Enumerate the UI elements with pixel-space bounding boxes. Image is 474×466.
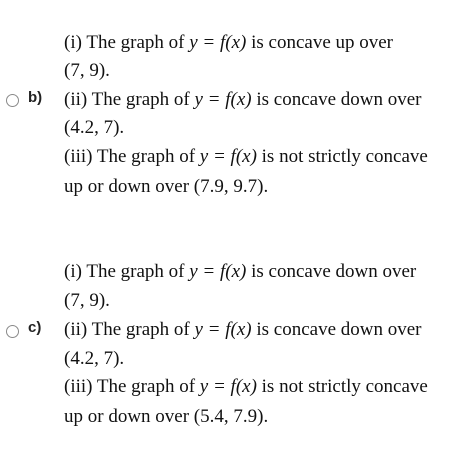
option-b-statement-ii: (ii) The graph of y = f(x) is concave down over [64, 89, 422, 110]
option-b-statement-iii-continued: up or down over (7.9, 9.7). [64, 176, 269, 197]
option-b-label: b) [28, 89, 43, 106]
radio-button-option-c[interactable] [6, 325, 19, 338]
option-b-statement-iii: (iii) The graph of y = f(x) is not strictly concave [64, 146, 428, 167]
option-c-label: c) [28, 319, 42, 336]
option-c-statement-iii: (iii) The graph of y = f(x) is not strictly concave [64, 376, 428, 397]
option-c-statement-ii-continued: (4.2, 7). [64, 348, 125, 369]
option-b-statement-i: (i) The graph of y = f(x) is concave up over [64, 32, 394, 53]
option-b-statement-i-continued: (7, 9). [64, 60, 110, 81]
option-c-statement-ii: (ii) The graph of y = f(x) is concave down over [64, 319, 422, 340]
option-c-statement-iii-continued: up or down over (5.4, 7.9). [64, 406, 269, 427]
radio-button-option-b[interactable] [6, 94, 19, 107]
option-c-statement-i-continued: (7, 9). [64, 290, 110, 311]
option-c-statement-i: (i) The graph of y = f(x) is concave down over [64, 261, 417, 282]
option-b-statement-ii-continued: (4.2, 7). [64, 117, 125, 138]
